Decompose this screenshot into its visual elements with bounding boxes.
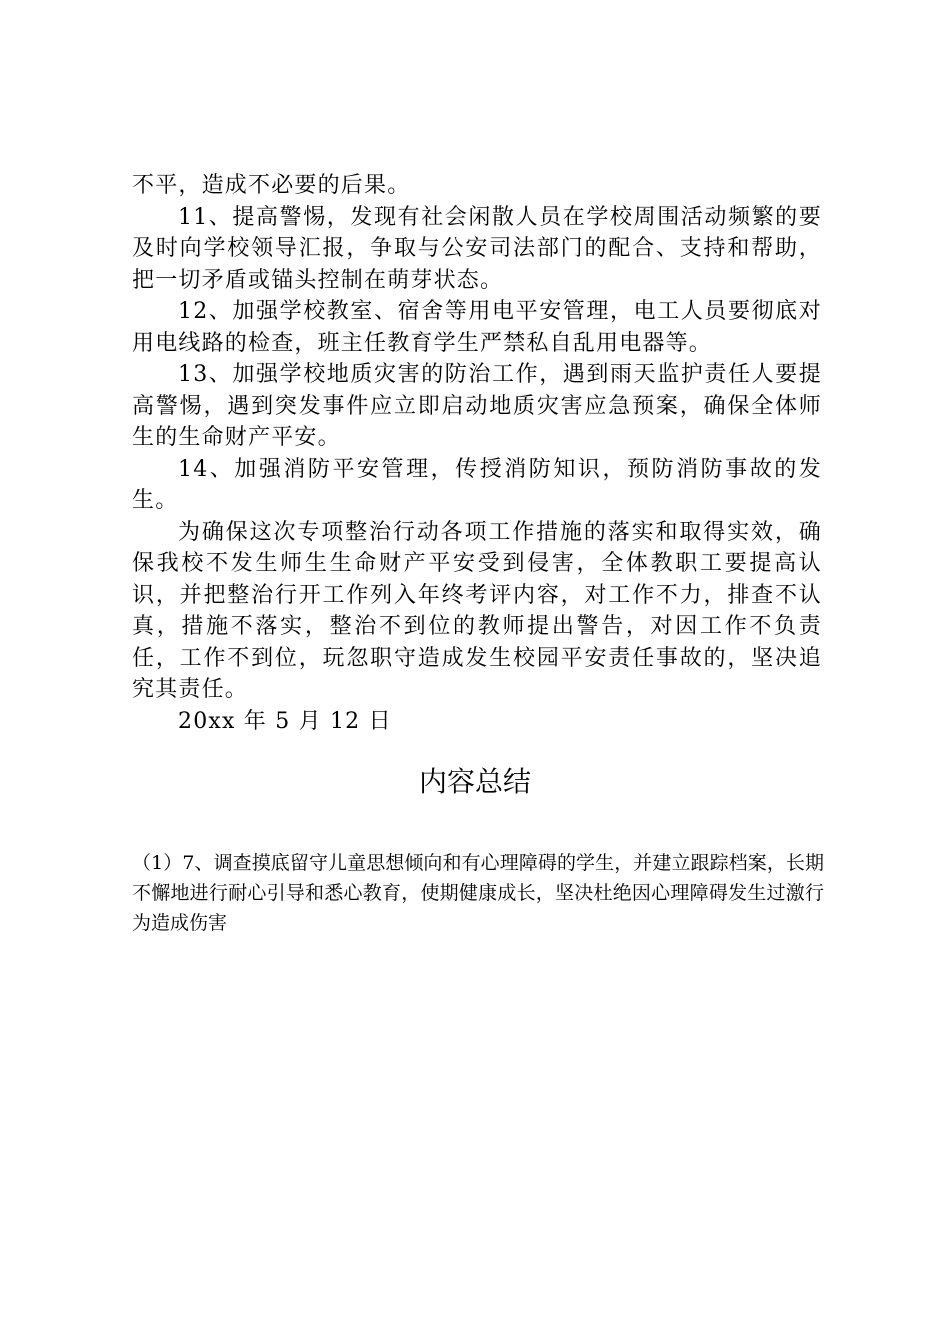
paragraph-item-13: 13、加强学校地质灾害的防治工作，遇到雨天监护责任人要提高警惕，遇到突发事件应立即启动地质灾害应急预案，确保全体师生的生命财产平安。 (132, 362, 822, 450)
paragraph-item-11: 11、提高警惕，发现有社会闲散人员在学校周围活动频繁的要及时向学校领导汇报，争取与公安司法部门的配合、支持和帮助，把一切矛盾或锚头控制在萌芽状态。 (132, 204, 822, 293)
document-date: 20xx 年 5 月 12 日 (178, 708, 392, 734)
paragraph-item-12: 12、加强学校教室、宿舍等用电平安管理，电工人员要彻底对用电线路的检查，班主任教育学生严禁私自乱用电器等。 (132, 299, 822, 356)
paragraph-item-14: 14、加强消防平安管理，传授消防知识，预防消防事故的发生。 (132, 456, 822, 513)
summary-text: （1）7、调查摸底留守儿童思想倾向和有心理障碍的学生，并建立跟踪档案，长期不懈地进行耐心引导和悉心教育，使期健康成长，坚决杜绝因心理障碍发生过激行为造成伤害 (132, 852, 824, 934)
document-body (132, 170, 822, 737)
paragraph-conclusion: 为确保这次专项整治行动各项工作措施的落实和取得实效，确保我校不发生师生生命财产平安受到侵害，全体教职工要提高认识，并把整治行开工作列入年终考评内容，对工作不力，排查不认真，措施不落实，整治不到位的教师提出警告，对因工作不负责任，工作不到位，玩忽职守造成发生校园平安责任事故的，坚决追究其责任。 (132, 519, 822, 702)
summary-title: 内容总结 (418, 765, 531, 798)
paragraph-continuation: 不平，造成不必要的后果。 (132, 173, 411, 198)
